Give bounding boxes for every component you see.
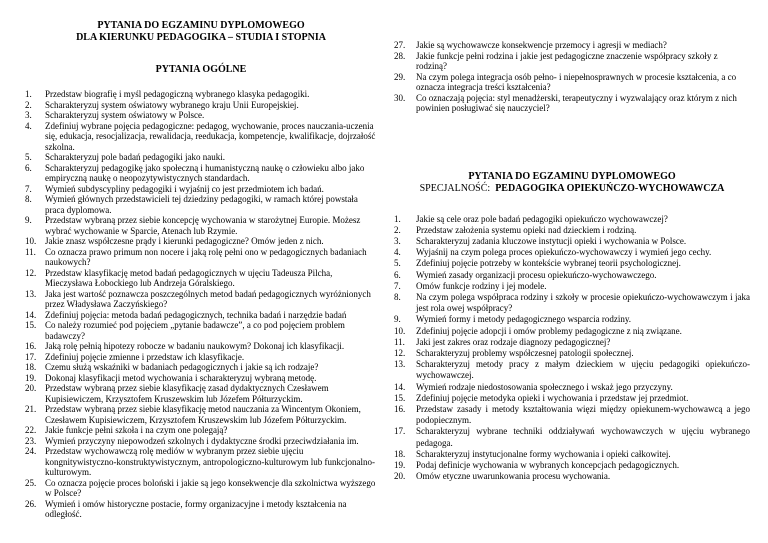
specialization-question-item xyxy=(394,281,750,292)
question-text: Wymień i omów historyczne postacie, formy organizacyjne i metody kształcenia na odległość. xyxy=(45,498,347,519)
question-text: Scharakteryzuj system oświatowy w Polsce. xyxy=(45,110,205,120)
question-text: Jaka jest wartość poznawcza poszczególnych metod badań pedagogicznych wyróżnionych przez Władysława Zaczyńskiego? xyxy=(45,288,371,309)
specialization-line xyxy=(394,183,750,195)
question-text: Na czym polega współpraca rodziny i szkoły w procesie opiekuńczo-wychowawczym i jaka jest rola owej współpracy? xyxy=(416,291,750,314)
general-question-item xyxy=(25,184,377,195)
question-text: Wymień subdyscypliny pedagogiki i wyjaśnij co jest przedmiotem ich badań. xyxy=(45,183,324,194)
question-text: Przedstaw wybraną przez siebie klasyfikację zasad dydaktycznych Czesławem Kupisiewiczem, Krzysztofem Kruszewskim lub Józefem Półturzyckim. xyxy=(45,383,329,404)
question-text: Co oznacza pojęcie proces boloński i jakie są jego konsekwencje dla szkolnictwa wyższego w Polsce? xyxy=(45,477,376,498)
question-text: Wymień formy i metody pedagogicznego wsparcia rodziny. xyxy=(416,314,632,325)
question-number: 4. xyxy=(394,247,401,258)
question-number: 13. xyxy=(25,288,37,299)
question-text: Scharakteryzuj pedagogikę jako społeczną i humanistyczną naukę o człowieku albo jako empiryczną naukę o neopozytywistycznych standardach. xyxy=(45,162,365,183)
right-column xyxy=(394,0,750,482)
question-number: 19. xyxy=(394,459,406,470)
question-text: Zdefiniuj pojęcie potrzeby w kontekście wybranej teorii psychologicznej. xyxy=(416,258,681,269)
question-text: Jakie znasz współczesne prądy i kierunki pedagogiczne? Omów jeden z nich. xyxy=(45,236,324,246)
question-number: 2. xyxy=(25,99,32,110)
question-text: Przedstaw zasady i metody kształtowania więzi między opiekunem-wychowawcą a jego podopiecznym. xyxy=(416,403,750,426)
question-text: Co oznaczają pojęcia: styl menadżerski, terapeutyczny i wyzwalający oraz którym z nich powinien posługiwać się nauczyciel? xyxy=(416,92,737,113)
document-subtitle: DLA KIERUNKU PEDAGOGIKA – STUDIA I STOPNIA xyxy=(76,32,326,43)
question-number: 1. xyxy=(25,89,32,99)
question-number: 9. xyxy=(394,314,401,325)
question-number: 24. xyxy=(25,446,37,456)
question-number: 19. xyxy=(25,372,37,383)
question-text: Omów funkcje rodziny i jej modele. xyxy=(416,280,547,291)
general-question-item xyxy=(25,268,377,289)
specialization-question-item xyxy=(394,258,750,269)
question-number: 20. xyxy=(394,471,406,482)
question-number: 14. xyxy=(25,309,37,320)
general-question-item xyxy=(25,152,377,163)
specialization-question-item xyxy=(394,393,750,404)
question-number: 21. xyxy=(25,404,37,414)
question-number: 23. xyxy=(25,435,37,446)
question-text: Scharakteryzuj zadania kluczowe instytucji opieki i wychowania w Polsce. xyxy=(416,235,687,246)
document-title: PYTANIA DO EGZAMINU DYPLOMOWEGO xyxy=(97,20,305,31)
general-question-item xyxy=(394,40,750,51)
question-text: Czemu służą wskaźniki w badaniach pedagogicznych i jakie są ich rodzaje? xyxy=(45,362,319,372)
question-text: Przedstaw biografię i myśl pedagogiczną wybranego klasyka pedagogiki. xyxy=(45,89,310,99)
specialization-question-item xyxy=(394,337,750,348)
question-text: Zdefiniuj pojęcie metodyka opieki i wychowania i przedstaw jej przedmiot. xyxy=(416,392,689,403)
question-number: 29. xyxy=(394,71,406,82)
question-text: Jakie są wychowawcze konsekwencje przemocy i agresji w mediach? xyxy=(416,40,667,50)
specialization-question-item xyxy=(394,471,750,482)
question-number: 15. xyxy=(25,320,37,330)
question-text: Zdefiniuj wybrane pojęcia pedagogiczne: pedagog, wychowanie, proces nauczania-uczenia się, edukacja, resocjalizacja, rewalidacja, reedukacja, kompetencje, kwalifikacje, dojrzałość szkolna. xyxy=(45,120,376,152)
question-number: 7. xyxy=(25,183,32,194)
question-number: 6. xyxy=(25,162,32,173)
specialization-question-item xyxy=(394,460,750,471)
specialization-questions-list xyxy=(394,214,750,483)
general-question-item xyxy=(394,51,750,72)
question-text: Jakie są cele oraz pole badań pedagogiki opiekuńczo wychowawczej? xyxy=(416,213,668,224)
general-question-item xyxy=(25,236,377,247)
question-text: Scharakteryzuj problemy współczesnej patologii społecznej. xyxy=(416,347,634,358)
question-number: 16. xyxy=(25,341,37,351)
general-question-item xyxy=(25,383,377,404)
question-number: 14. xyxy=(394,381,406,392)
left-column xyxy=(25,0,377,520)
section-heading-general: PYTANIA OGÓLNE xyxy=(155,64,247,75)
question-number: 5. xyxy=(394,258,401,269)
specialization-question-item xyxy=(394,348,750,359)
general-question-item xyxy=(25,247,377,268)
specialization-question-item xyxy=(394,449,750,460)
question-number: 16. xyxy=(394,403,406,414)
specialization-question-item xyxy=(394,236,750,247)
question-number: 4. xyxy=(25,120,32,131)
question-number: 7. xyxy=(394,280,401,291)
general-question-item xyxy=(25,362,377,373)
question-number: 12. xyxy=(394,347,406,358)
question-text: Wyjaśnij na czym polega proces opiekuńczo-wychowawczy i wymień jego cechy. xyxy=(416,247,712,258)
question-text: Omów etyczne uwarunkowania procesu wychowania. xyxy=(416,471,611,482)
general-question-item xyxy=(25,320,377,341)
specialization-question-item xyxy=(394,326,750,337)
general-question-item xyxy=(25,89,377,100)
general-question-item xyxy=(25,341,377,352)
general-question-item xyxy=(25,110,377,121)
question-text: Zdefiniuj pojęcie zmienne i przedstaw ich klasyfikacje. xyxy=(45,351,245,362)
question-number: 30. xyxy=(394,92,406,103)
general-questions-list xyxy=(25,89,377,520)
question-text: Wymień rodzaje niedostosowania społecznego i wskaż jego przyczyny. xyxy=(416,381,673,392)
question-number: 5. xyxy=(25,152,32,162)
question-number: 1. xyxy=(394,213,401,224)
question-text: Na czym polega integracja osób pełno- i niepełnosprawnych w procesie kształcenia, a co oznacza integracja treści kształcenia? xyxy=(416,71,737,92)
question-text: Jakie funkcje pełni szkoła i na czym one polegają? xyxy=(45,425,228,435)
specialization-title: PYTANIA DO EGZAMINU DYPLOMOWEGO xyxy=(468,170,676,182)
question-number: 11. xyxy=(25,246,36,257)
question-text: Jakie funkcje pełni rodzina i jakie jest pedagogiczne znaczenie współpracy szkoły z rodziną? xyxy=(416,50,718,71)
general-question-item xyxy=(25,425,377,436)
question-number: 3. xyxy=(25,110,32,120)
question-text: Scharakteryzuj wybrane techniki oddziaływań wychowawczych w ujęciu wybranego pedagoga. xyxy=(416,426,750,448)
question-number: 27. xyxy=(394,40,406,50)
general-question-item xyxy=(25,215,377,236)
general-question-item xyxy=(25,478,377,499)
question-number: 13. xyxy=(394,359,406,370)
question-text: Przedstaw wychowawczą rolę mediów w wybranym przez siebie ujęciu kongnitywistyczno-konstruktywistycznym, antropologiczno-kulturowym lub funkcjonalno-kulturowym. xyxy=(45,446,375,477)
specialization-label: SPECJALNOŚĆ: xyxy=(419,182,491,194)
question-number: 15. xyxy=(394,392,406,403)
general-questions-continued-list xyxy=(394,40,750,114)
general-question-item xyxy=(25,289,377,310)
question-number: 18. xyxy=(394,448,406,459)
specialization-name: PEDAGOGIKA OPIEKUŃCZO-WYCHOWAWCZA xyxy=(495,182,725,194)
specialization-question-item xyxy=(394,359,750,381)
general-question-item xyxy=(25,446,377,478)
question-text: Przedstaw założenia systemu opieki nad dzieckiem i rodziną. xyxy=(416,224,637,235)
question-number: 18. xyxy=(25,362,37,372)
question-number: 28. xyxy=(394,50,406,61)
question-text: Co należy rozumieć pod pojęciem „pytanie badawcze”, a co pod pojęciem problem badawczy? xyxy=(45,320,345,341)
question-text: Wymień przyczyny niepowodzeń szkolnych i dydaktyczne środki przeciwdziałania im. xyxy=(45,435,359,446)
question-text: Jaki jest zakres oraz rodzaje diagnozy pedagogicznej? xyxy=(416,336,611,347)
question-text: Zdefiniuj pojęcia: metoda badań pedagogicznych, technika badań i narzędzie badań xyxy=(45,309,347,320)
question-number: 20. xyxy=(25,383,37,393)
question-text: Scharakteryzuj instytucjonalne formy wychowania i opieki całkowitej. xyxy=(416,448,671,459)
specialization-question-item xyxy=(394,225,750,236)
general-question-item xyxy=(25,373,377,384)
question-number: 2. xyxy=(394,224,401,235)
question-number: 17. xyxy=(25,351,37,362)
specialization-question-item xyxy=(394,292,750,314)
specialization-question-item xyxy=(394,214,750,225)
question-number: 6. xyxy=(394,269,401,280)
question-text: Scharakteryzuj metody pracy z małym dzieckiem w ujęciu pedagogiki opiekuńczo-wychowawczej. xyxy=(416,359,750,381)
general-question-item xyxy=(25,100,377,111)
question-text: Co oznacza prawo primum non nocere i jaką rolę pełni ono w pedagogicznych badaniach naukowych? xyxy=(45,246,367,267)
question-text: Scharakteryzuj system oświatowy wybranego kraju Unii Europejskiej. xyxy=(45,99,299,110)
question-number: 8. xyxy=(394,291,401,302)
general-question-item xyxy=(25,310,377,321)
specialization-question-item xyxy=(394,314,750,325)
question-number: 8. xyxy=(25,194,32,204)
specialization-question-item xyxy=(394,404,750,426)
question-text: Przedstaw wybraną przez siebie koncepcję wychowania w starożytnej Europie. Możesz wybrać wychowanie w Sparcie, Atenach lub Rzymie. xyxy=(45,215,361,236)
question-text: Wymień głównych przedstawicieli tej dziedziny pedagogiki, w ramach której powstała praca dyplomowa. xyxy=(45,194,358,215)
general-question-item xyxy=(25,121,377,153)
specialization-question-item xyxy=(394,247,750,258)
question-number: 25. xyxy=(25,477,37,488)
specialization-question-item xyxy=(394,426,750,448)
question-text: Przedstaw klasyfikację metod badań pedagogicznych w ujęciu Tadeusza Pilcha, Mieczysława Łobockiego lub Andrzeja Góralskiego. xyxy=(45,267,333,288)
question-number: 10. xyxy=(394,325,406,336)
general-question-item xyxy=(394,72,750,93)
question-text: Zdefiniuj pojęcie adopcji i omów problemy pedagogiczne z nią związane. xyxy=(416,325,682,336)
general-question-item xyxy=(25,352,377,363)
question-text: Przedstaw wybraną przez siebie klasyfikację metod nauczania za Wincentym Okoniem, Czesławem Kupisiewiczem, Krzysztofem Kruszewskim lub Józefem Półturzyckim. xyxy=(45,404,361,425)
general-question-item xyxy=(25,194,377,215)
question-number: 3. xyxy=(394,235,401,246)
question-number: 26. xyxy=(25,498,37,509)
general-question-item xyxy=(25,436,377,447)
question-text: Scharakteryzuj pole badań pedagogiki jako nauki. xyxy=(45,152,225,162)
question-number: 12. xyxy=(25,267,37,278)
question-number: 11. xyxy=(394,336,405,347)
question-number: 17. xyxy=(394,426,406,437)
specialization-question-item xyxy=(394,382,750,393)
question-number: 9. xyxy=(25,215,32,225)
question-text: Wymień zasady organizacji procesu opiekuńczo-wychowawczego. xyxy=(416,269,657,280)
general-question-item xyxy=(25,163,377,184)
question-text: Podaj definicje wychowania w wybranych koncepcjach pedagogicznych. xyxy=(416,459,680,470)
question-text: Dokonaj klasyfikacji metod wychowania i scharakteryzuj wybraną metodę. xyxy=(45,372,317,383)
general-question-item xyxy=(25,499,377,520)
question-text: Jaką rolę pełnią hipotezy robocze w badaniu naukowym? Dokonaj ich klasyfikacji. xyxy=(45,341,345,351)
question-number: 22. xyxy=(25,425,37,435)
general-question-item xyxy=(25,404,377,425)
general-question-item xyxy=(394,93,750,114)
question-number: 10. xyxy=(25,236,37,246)
specialization-question-item xyxy=(394,270,750,281)
